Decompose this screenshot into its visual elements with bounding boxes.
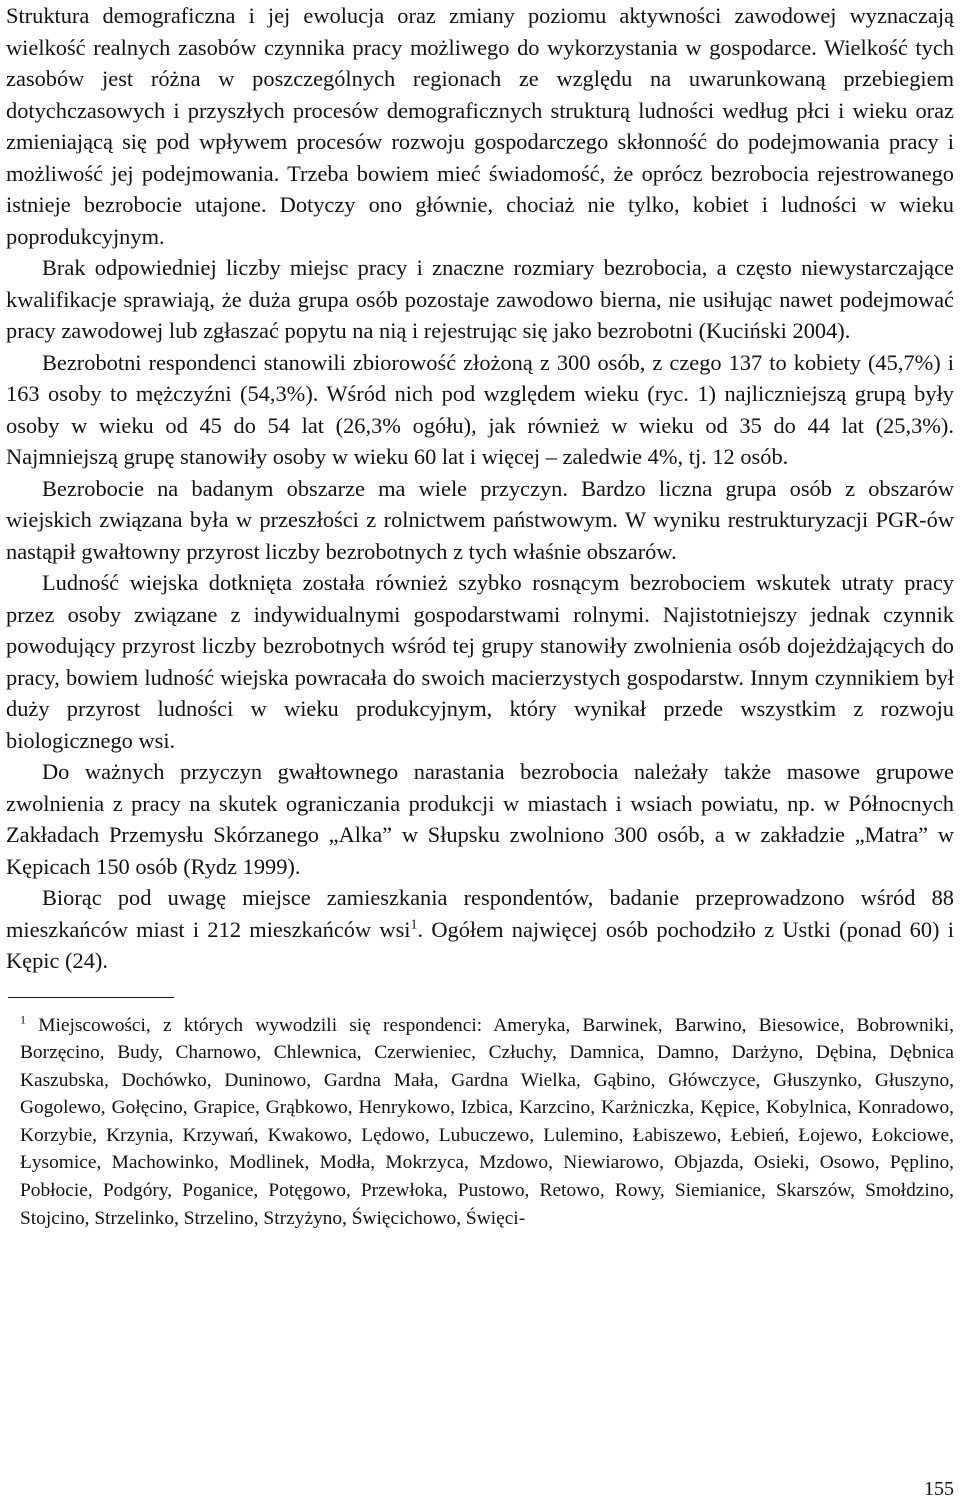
footnote <box>6 1012 954 1233</box>
document-page <box>6 0 954 1232</box>
paragraph-4: Bezrobocie na badanym obszarze ma wiele przyczyn. Bardzo liczna grupa osób z obszarów wiejskich związana była w przeszłości z rolnictwem państwowym. W wyniku restrukturyzacji PGR-ów nastąpił gwałtowny przyrost liczby bezrobotnych z tych właśnie obszarów. <box>6 475 954 564</box>
paragraph-3: Bezrobotni respondenci stanowili zbiorowość złożoną z 300 osób, z czego 137 to kobiety (45,7%) i 163 osoby to mężczyźni (54,3%). Wśród nich pod względem wieku (ryc. 1) najliczniejszą grupą były osoby w wieku od 45 do 54 lat (26,3% ogółu), jak również w wieku od 35 do 44 lat (25,3%). Najmniejszą grupę stanowiły osoby w wieku 60 lat i więcej – zaledwie 4%, tj. 12 osób. <box>6 349 954 469</box>
paragraph-2: Brak odpowiedniej liczby miejsc pracy i znaczne rozmiary bezrobocia, a często niewystarczające kwalifikacje sprawiają, że duża grupa osób pozostaje zawodowo bierna, nie usiłując nawet podejmować pracy zawodowej lub zgłaszać popytu na nią i rejestrując się jako bezrobotni (Kuciński 2004). <box>6 255 954 343</box>
paragraph-7-text: Biorąc pod uwagę miejsce zamieszkania respondentów, badanie przeprowadzono wśród 88 mieszkańców miast i 212 mieszkańców wsi <box>6 885 954 942</box>
paragraph-5: Ludność wiejska dotknięta została również szybko rosnącym bezrobociem wskutek utraty pracy przez osoby związane z indywidualnymi gospodarstwami rolnymi. Najistotniejszy jednak czynnik powodujący przyrost liczby bezrobotnych wśród tej grupy stanowiły zwolnienia osób dojeżdżających do pracy, bowiem ludność wiejska powracała do swoich macierzystych gospodarstw. Innym czynnikiem był duży przyrost ludności w wieku produkcyjnym, który wynikał przede wszystkim z rozwoju biologicznego wsi. <box>6 570 954 753</box>
paragraph-7 <box>6 882 954 977</box>
footnote-separator <box>8 997 174 998</box>
paragraph-1: Struktura demograficzna i jej ewolucja oraz zmiany poziomu aktywności zawodowej wyznaczają wielkość realnych zasobów czynnika pracy możliwego do wykorzystania w gospodarce. Wielkość tych zasobów jest różna w poszczególnych regionach ze względu na uwarunkowaną przebiegiem dotychczasowych i przyszłych procesów demograficznych strukturą ludności według płci i wieku oraz zmieniającą się pod wpływem procesów rozwoju gospodarczego skłonność do podejmowania pracy i możliwość jej podejmowania. Trzeba bowiem mieć świadomość, że oprócz bezrobocia rejestrowanego istnieje bezrobocie utajone. Dotyczy ono głównie, chociaż nie tylko, kobiet i ludności w wieku poprodukcyjnym. <box>6 3 954 249</box>
main-text <box>6 0 954 977</box>
footnote-mark: 1 <box>20 1012 27 1027</box>
footnote-text: Miejscowości, z których wywodzili się respondenci: Ameryka, Barwinek, Barwino, Biesowice, Bobrowniki, Borzęcino, Budy, Charnowo, Chlewnica, Czerwieniec, Człuchy, Damnica, Damno, Darżyno, Dębina, Dębnica Kaszubska, Dochówko, Duninowo, Gardna Mała, Gardna Wielka, Gąbino, Główczyce, Głuszynko, Głuszyno, Gogolewo, Gołęcino, Grapice, Grąbkowo, Henrykowo, Izbica, Karzcino, Karżniczka, Kępice, Kobylnica, Konradowo, Korzybie, Krzynia, Krzywań, Kwakowo, Lędowo, Lubuczewo, Lulemino, Łabiszewo, Łebień, Łojewo, Łokciowe, Łysomice, Machowinko, Modlinek, Modła, Mokrzyca, Mzdowo, Niewiarowo, Objazda, Osieki, Osowo, Pęplino, Pobłocie, Podgóry, Poganice, Potęgowo, Przewłoka, Pustowo, Retowo, Rowy, Siemianice, Skarszów, Smołdzino, Stojcino, Strzelinko, Strzelino, Strzyżyno, Święcichowo, Święci- <box>20 1014 954 1229</box>
page-number: 155 <box>924 1478 954 1500</box>
paragraph-7-text-end: . Ogółem najwięcej osób pochodziło z Ustki (ponad 60) i Kępic (24). <box>6 916 954 973</box>
paragraph-6: Do ważnych przyczyn gwałtownego narastania bezrobocia należały także masowe grupowe zwolnienia z pracy na skutek ograniczania produkcji w miastach i wsiach powiatu, np. w Północnych Zakładach Przemysłu Skórzanego „Alka” w Słupsku zwolniono 300 osób, a w zakładzie „Matra” w Kępicach 150 osób (Rydz 1999). <box>6 759 954 879</box>
footnote-reference[interactable]: 1 <box>410 917 418 933</box>
